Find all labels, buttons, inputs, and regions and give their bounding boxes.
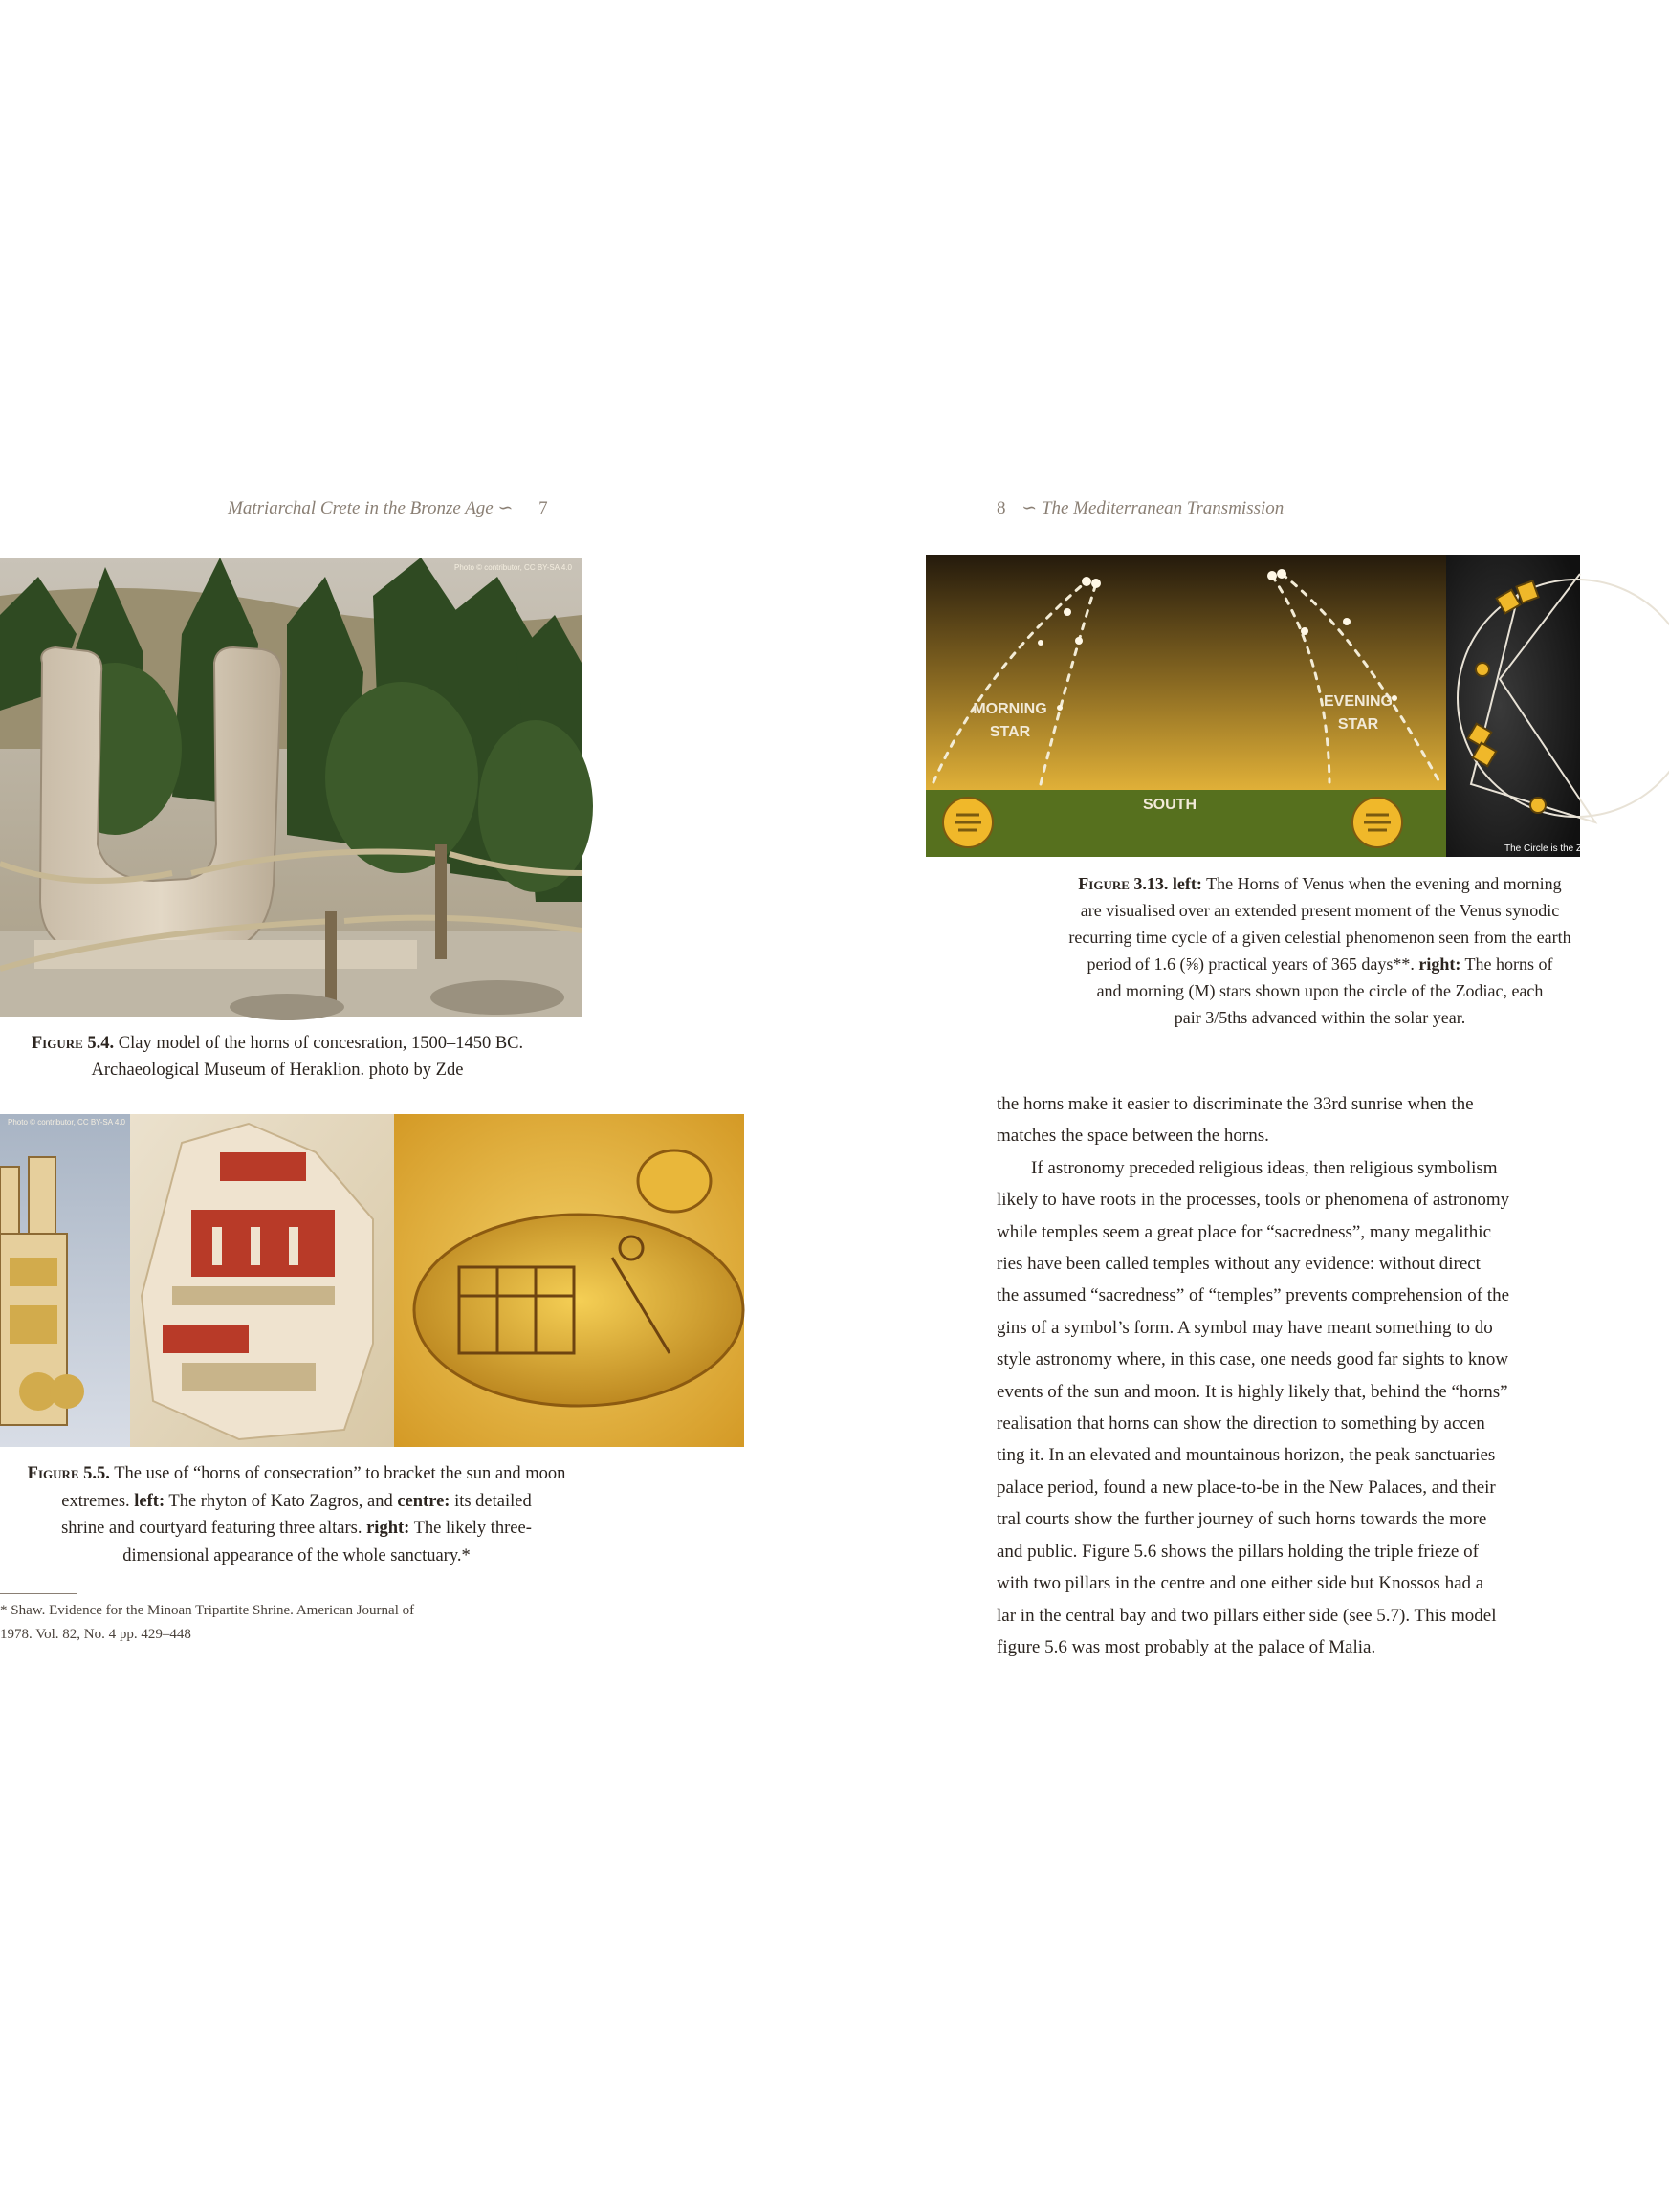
south-label: SOUTH <box>1143 797 1197 813</box>
sun-icon-left <box>943 798 993 847</box>
fig313-text1: The Horns of Venus when the evening and morning <box>1206 874 1562 893</box>
right-body-text <box>997 1088 1580 1663</box>
caption2-line4: dimensional appearance of the whole sanctuary.* <box>122 1545 471 1566</box>
sun-icon-right <box>1352 798 1402 847</box>
left-running-header <box>228 497 548 519</box>
figure-5-5-caption <box>0 1460 593 1569</box>
caption1-line2: Archaeological Museum of Heraklion. photo by Zde <box>91 1061 464 1080</box>
body-line: with two pillars in the centre and one either side but Knossos had a <box>997 1573 1484 1594</box>
body-line: while temples seem a great place for “sacredness”, many megalithic <box>997 1221 1491 1242</box>
horns-model-illustration <box>0 558 582 1017</box>
fig313-bold-right: right: <box>1418 954 1461 974</box>
body-line: gins of a symbol’s form. A symbol may have meant something to do <box>997 1317 1493 1338</box>
horns-model-photo <box>0 558 582 1017</box>
caption2-text2d: its detailed <box>454 1491 532 1511</box>
body-line: ting it. In an elevated and mountainous horizon, the peak sanctuaries <box>997 1445 1496 1466</box>
body-line: tral courts show the further journey of such horns towards the more <box>997 1509 1487 1530</box>
body-line: lar in the central bay and two pillars either side (see 5.7). This model <box>997 1605 1497 1626</box>
fig313-text4b: The horns of <box>1464 954 1553 974</box>
venus-horns-diagram <box>926 555 1606 857</box>
right-header-title: The Mediterranean Transmission <box>1041 498 1285 518</box>
photo2-credit: Photo © contributor, CC BY-SA 4.0 <box>8 1118 125 1127</box>
body-line: realisation that horns can show the direction to something by accen <box>997 1413 1485 1435</box>
body-line: matches the space between the horns. <box>997 1126 1269 1147</box>
evening-star-label: EVENING <box>1323 693 1394 710</box>
caption2-label: Figure 5.5. <box>27 1464 110 1483</box>
venus-horns-figure <box>926 555 1606 857</box>
body-line: and public. Figure 5.6 shows the pillars holding the triple frieze of <box>997 1541 1479 1562</box>
caption1-line1 <box>0 1030 555 1057</box>
right-running-header <box>997 497 1284 519</box>
left-header-title: Matriarchal Crete in the Bronze Age <box>228 498 494 518</box>
body-line: figure 5.6 was most probably at the palace of Malia. <box>997 1636 1376 1657</box>
body-line: the horns make it easier to discriminate the 33rd sunrise when the <box>997 1094 1474 1114</box>
caption2-bold-centre: centre: <box>397 1491 450 1511</box>
body-line: events of the sun and moon. It is highly likely that, behind the “horns” <box>997 1381 1508 1402</box>
caption2-line3 <box>0 1515 593 1543</box>
right-page-number: 8 <box>997 498 1006 518</box>
caption2-text2a: extremes. <box>61 1491 130 1511</box>
body-line: likely to have roots in the processes, tools or phenomena of astronomy <box>997 1190 1510 1211</box>
caption1-label: Figure 5.4. <box>31 1034 115 1053</box>
footnote-rule <box>0 1593 77 1594</box>
morning-star-label: MORNING <box>973 701 1047 717</box>
left-footnote <box>0 1599 588 1647</box>
figure-5-4-caption <box>0 1030 555 1084</box>
caption2-text3c: The likely three- <box>413 1519 532 1538</box>
body-line: ries have been called temples without any evidence: without direct <box>997 1254 1481 1275</box>
body-line: palace period, found a new place-to-be in the New Palaces, and their <box>997 1477 1496 1498</box>
fig313-line4 <box>971 951 1669 977</box>
fig313-line1 <box>971 870 1669 897</box>
figure-3-13-caption <box>971 870 1669 1031</box>
caption2-line2 <box>0 1488 593 1516</box>
header-ornament-icon: ∽ <box>497 498 518 518</box>
photo1-credit: Photo © contributor, CC BY-SA 4.0 <box>454 563 572 572</box>
body-line: style astronomy where, in this case, one needs good far sights to know <box>997 1349 1509 1370</box>
fig313-line5: and morning (M) stars shown upon the circle of the Zodiac, each <box>1096 981 1544 1000</box>
fig313-line3: recurring time cycle of a given celestial phenomenon seen from the earth <box>1068 928 1571 947</box>
zodiac-caption-label: The Circle is the Zodiac <box>1504 843 1606 854</box>
morning-star-label-2: STAR <box>989 724 1031 740</box>
horns-triptych-photo <box>0 1114 744 1447</box>
caption2-text2c: The rhyton of Kato Zagros, and <box>168 1491 393 1511</box>
caption2-bold-left: left: <box>134 1491 165 1511</box>
fig313-bold-left: left: <box>1172 874 1202 893</box>
caption1-text: Clay model of the horns of concesration, 1500–1450 BC. <box>118 1034 524 1053</box>
caption2-text1: The use of “horns of consecration” to bracket the sun and moon <box>114 1464 566 1483</box>
caption2-line1 <box>0 1460 593 1488</box>
rhyton-shrine-ring-illustration <box>0 1114 744 1447</box>
fig313-text4a: period of 1.6 (⅝) practical years of 365 days**. <box>1087 954 1415 974</box>
left-page-number: 7 <box>538 498 548 518</box>
footnote-line1: * Shaw. Evidence for the Minoan Tripartite Shrine. American Journal of <box>0 1603 415 1618</box>
caption2-text3a: shrine and courtyard featuring three altars. <box>61 1519 362 1538</box>
fig313-label: Figure 3.13. <box>1078 874 1169 893</box>
footnote-line2: 1978. Vol. 82, No. 4 pp. 429–448 <box>0 1627 191 1642</box>
body-line: If astronomy preceded religious ideas, then religious symbolism <box>1031 1157 1498 1178</box>
header-ornament-icon-right: ∽ <box>1021 498 1042 518</box>
body-line: the assumed “sacredness” of “temples” prevents comprehension of the <box>997 1285 1510 1306</box>
fig313-line6: pair 3/5ths advanced within the solar year. <box>1174 1008 1466 1027</box>
fig313-line2: are visualised over an extended present moment of the Venus synodic <box>1080 901 1560 920</box>
caption2-bold-right: right: <box>366 1519 410 1538</box>
evening-star-label-2: STAR <box>1337 716 1379 733</box>
